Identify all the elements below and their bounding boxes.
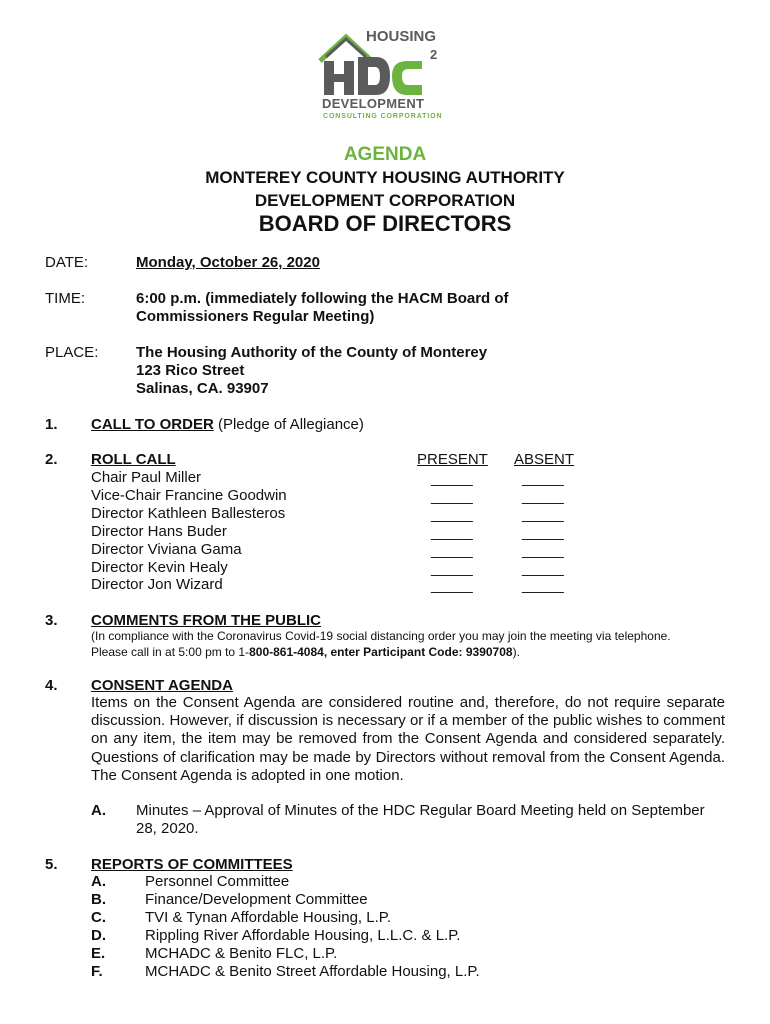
date-value: Monday, October 26, 2020: [136, 254, 320, 271]
roll-call-member: Director Viviana Gama: [91, 541, 242, 558]
item-3-call-in-text: Please call in at 5:00 pm to 1-: [91, 645, 250, 659]
absent-blank[interactable]: _____: [522, 560, 564, 577]
item-4-number: 4.: [45, 677, 58, 694]
logo-superscript: 2: [430, 47, 438, 62]
item-4a-letter: A.: [91, 802, 106, 819]
absent-blank[interactable]: _____: [522, 542, 564, 559]
place-value-line-2: 123 Rico Street: [136, 362, 245, 379]
item-1: [91, 416, 364, 434]
item-4a-text-line-1: Minutes – Approval of Minutes of the HDC Regular Board Meeting held on September: [136, 802, 705, 819]
present-blank[interactable]: _____: [431, 488, 473, 505]
place-label: PLACE:: [45, 344, 99, 361]
present-blank[interactable]: _____: [431, 577, 473, 594]
date-label: DATE:: [45, 254, 89, 271]
hdc-logo: [318, 27, 448, 123]
present-blank[interactable]: _____: [431, 506, 473, 523]
committee-name: Rippling River Affordable Housing, L.L.C. & L.P.: [145, 927, 461, 944]
present-blank[interactable]: _____: [431, 470, 473, 487]
place-value-line-1: The Housing Authority of the County of Monterey: [136, 344, 488, 361]
item-3-note-line-2: [91, 644, 520, 660]
item-3-note-line-1: (In compliance with the Coronavirus Covid-19 social distancing order you may join the meeting via telephone.: [91, 629, 671, 643]
committee-letter: C.: [91, 909, 106, 926]
item-1-note: (Pledge of Allegiance): [213, 416, 364, 433]
roll-call-member: Vice-Chair Francine Goodwin: [91, 487, 287, 504]
item-1-title: CALL TO ORDER: [91, 416, 214, 433]
item-2-number: 2.: [45, 451, 58, 468]
absent-column-header: ABSENT: [514, 451, 575, 468]
logo-word-development: DEVELOPMENT: [322, 96, 425, 111]
place-value-line-3: Salinas, CA. 93907: [136, 380, 269, 397]
committee-name: Finance/Development Committee: [145, 891, 368, 908]
committee-letter: B.: [91, 891, 106, 908]
committee-letter: A.: [91, 873, 106, 890]
time-value-line-2: Commissioners Regular Meeting): [136, 308, 375, 325]
item-5-title: REPORTS OF COMMITTEES: [91, 856, 293, 873]
absent-blank[interactable]: _____: [522, 470, 564, 487]
agenda-heading: AGENDA: [343, 144, 427, 165]
board-title: BOARD OF DIRECTORS: [258, 211, 512, 236]
present-blank[interactable]: _____: [431, 542, 473, 559]
item-5-number: 5.: [45, 856, 58, 873]
committee-name: TVI & Tynan Affordable Housing, L.P.: [145, 909, 391, 926]
roll-call-member: Director Kathleen Ballesteros: [91, 505, 286, 522]
item-1-number: 1.: [45, 416, 58, 433]
org-name-line-2: DEVELOPMENT CORPORATION: [254, 191, 516, 210]
roll-call-member: Chair Paul Miller: [91, 469, 202, 486]
absent-blank[interactable]: _____: [522, 506, 564, 523]
roll-call-member: Director Jon Wizard: [91, 576, 223, 593]
roll-call-member: Director Kevin Healy: [91, 559, 228, 576]
committee-name: MCHADC & Benito FLC, L.P.: [145, 945, 338, 962]
logo-word-consulting: CONSULTING CORPORATION: [323, 113, 443, 120]
absent-blank[interactable]: _____: [522, 524, 564, 541]
item-3-phone-and-code: 800-861-4084, enter Participant Code: 9390708: [249, 645, 513, 659]
logo-word-housing: HOUSING: [366, 28, 437, 45]
present-blank[interactable]: _____: [431, 524, 473, 541]
committee-name: Personnel Committee: [145, 873, 290, 890]
org-name-line-1: MONTEREY COUNTY HOUSING AUTHORITY: [205, 168, 565, 187]
item-3-number: 3.: [45, 612, 58, 629]
time-value-line-1: 6:00 p.m. (immediately following the HACM Board of: [136, 290, 509, 307]
committee-letter: F.: [91, 963, 103, 980]
item-4a-text-line-2: 28, 2020.: [136, 820, 199, 837]
committee-name: MCHADC & Benito Street Affordable Housing, L.P.: [145, 963, 480, 980]
roll-call-member: Director Hans Buder: [91, 523, 227, 540]
item-2-title: ROLL CALL: [91, 451, 176, 468]
committee-letter: D.: [91, 927, 106, 944]
present-blank[interactable]: _____: [431, 560, 473, 577]
absent-blank[interactable]: _____: [522, 577, 564, 594]
committee-letter: E.: [91, 945, 106, 962]
item-3-title: COMMENTS FROM THE PUBLIC: [91, 612, 321, 629]
item-4-title: CONSENT AGENDA: [91, 677, 233, 694]
item-3-call-in-end: ).: [512, 645, 520, 659]
item-4-body: Items on the Consent Agenda are considered routine and, therefore, do not require separate discussion. However, if discussion is necessary or if a member of the public wishes to comment on any item, the item may be removed from the Consent Agenda and considered separately. Questions of clarification may be made by Directors without removal from the Consent Agenda. The Consent Agenda is adopted in one motion.: [91, 694, 725, 784]
present-column-header: PRESENT: [417, 451, 488, 468]
time-label: TIME:: [45, 290, 85, 307]
absent-blank[interactable]: _____: [522, 488, 564, 505]
